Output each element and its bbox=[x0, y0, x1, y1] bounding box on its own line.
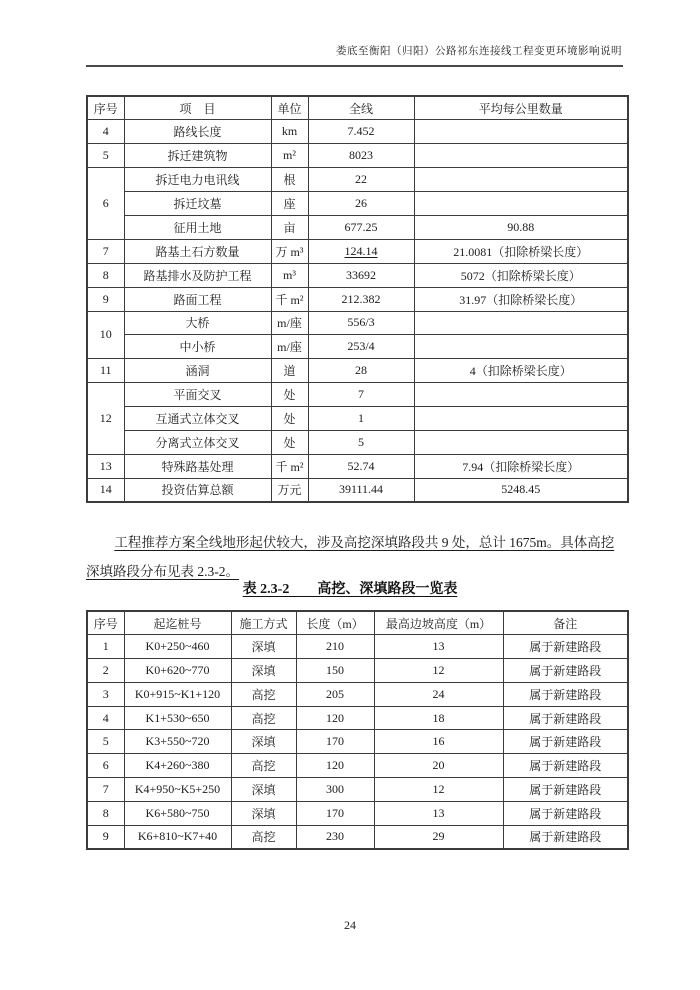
cell-unit: km bbox=[271, 120, 308, 144]
cell-item: 平面交叉 bbox=[124, 383, 271, 407]
cell-total: 26 bbox=[308, 192, 414, 216]
cell-avg: 7.94（扣除桥梁长度） bbox=[414, 454, 628, 478]
cell-item: 拆迁电力电讯线 bbox=[124, 168, 271, 192]
cell-total: 556/3 bbox=[308, 311, 414, 335]
cell-method: 深填 bbox=[231, 659, 296, 683]
cell-length: 300 bbox=[296, 778, 374, 802]
cell-no: 3 bbox=[87, 682, 124, 706]
col-header-total: 全线 bbox=[308, 96, 414, 120]
col-header-remark: 备注 bbox=[503, 611, 628, 635]
table-header-row bbox=[87, 96, 628, 120]
cell-remark: 属于新建路段 bbox=[503, 730, 628, 754]
cell-item: 路面工程 bbox=[124, 287, 271, 311]
col-header-length: 长度（m） bbox=[296, 611, 374, 635]
cell-method: 深填 bbox=[231, 778, 296, 802]
table-row bbox=[87, 706, 628, 730]
table-row bbox=[87, 192, 628, 216]
cell-total: 8023 bbox=[308, 144, 414, 168]
cell-remark: 属于新建路段 bbox=[503, 825, 628, 849]
cell-no: 5 bbox=[87, 730, 124, 754]
cell-length: 120 bbox=[296, 754, 374, 778]
cell-no: 5 bbox=[87, 144, 124, 168]
cell-total: 39111.44 bbox=[308, 478, 414, 502]
cell-remark: 属于新建路段 bbox=[503, 706, 628, 730]
cell-item: 大桥 bbox=[124, 311, 271, 335]
cell-slope-height: 29 bbox=[374, 825, 503, 849]
table-row bbox=[87, 287, 628, 311]
cut-fill-table-head bbox=[87, 611, 628, 635]
cell-station: K0+620~770 bbox=[124, 659, 231, 683]
cell-total: 7 bbox=[308, 383, 414, 407]
cell-no: 12 bbox=[87, 383, 124, 455]
intro-paragraph: 工程推荐方案全线地形起伏较大，涉及高挖深填路段共 9 处，总计 1675m。具体高挖深填路段分布见表 2.3-2。 bbox=[86, 534, 615, 579]
cell-avg bbox=[414, 407, 628, 431]
cell-avg bbox=[414, 192, 628, 216]
cell-method: 高挖 bbox=[231, 754, 296, 778]
col-header-slope-height: 最高边坡高度（m） bbox=[374, 611, 503, 635]
cell-total: 33692 bbox=[308, 263, 414, 287]
cell-unit: 处 bbox=[271, 407, 308, 431]
cell-no: 14 bbox=[87, 478, 124, 502]
cell-no: 8 bbox=[87, 263, 124, 287]
cell-item: 拆迁坟墓 bbox=[124, 192, 271, 216]
table-row bbox=[87, 359, 628, 383]
cell-station: K0+250~460 bbox=[124, 635, 231, 659]
cell-item: 路基土石方数量 bbox=[124, 239, 271, 263]
cell-unit: 座 bbox=[271, 192, 308, 216]
cell-unit: 亩 bbox=[271, 215, 308, 239]
cell-unit: m/座 bbox=[271, 335, 308, 359]
cell-remark: 属于新建路段 bbox=[503, 801, 628, 825]
cell-no: 11 bbox=[87, 359, 124, 383]
col-header-method: 施工方式 bbox=[231, 611, 296, 635]
cell-station: K4+950~K5+250 bbox=[124, 778, 231, 802]
cell-total: 212.382 bbox=[308, 287, 414, 311]
cell-no: 10 bbox=[87, 311, 124, 359]
table-row bbox=[87, 144, 628, 168]
cell-remark: 属于新建路段 bbox=[503, 778, 628, 802]
cell-total: 253/4 bbox=[308, 335, 414, 359]
cell-method: 高挖 bbox=[231, 825, 296, 849]
project-scale-table-head bbox=[87, 96, 628, 120]
table-row bbox=[87, 478, 628, 502]
cell-total: 7.452 bbox=[308, 120, 414, 144]
cell-unit: 万 m³ bbox=[271, 239, 308, 263]
cell-no: 9 bbox=[87, 287, 124, 311]
cell-total: 28 bbox=[308, 359, 414, 383]
cell-total: 1 bbox=[308, 407, 414, 431]
cell-slope-height: 24 bbox=[374, 682, 503, 706]
table-row bbox=[87, 682, 628, 706]
cell-item: 拆迁建筑物 bbox=[124, 144, 271, 168]
cell-unit: m³ bbox=[271, 263, 308, 287]
cell-slope-height: 18 bbox=[374, 706, 503, 730]
cell-no: 4 bbox=[87, 120, 124, 144]
cut-fill-sections-table bbox=[86, 610, 629, 850]
table-row bbox=[87, 454, 628, 478]
cell-no: 7 bbox=[87, 239, 124, 263]
cell-slope-height: 12 bbox=[374, 778, 503, 802]
col-header-no: 序号 bbox=[87, 96, 124, 120]
col-header-no: 序号 bbox=[87, 611, 124, 635]
cell-slope-height: 12 bbox=[374, 659, 503, 683]
table-row bbox=[87, 239, 628, 263]
cell-avg: 31.97（扣除桥梁长度） bbox=[414, 287, 628, 311]
cell-total: 52.74 bbox=[308, 454, 414, 478]
cell-length: 170 bbox=[296, 801, 374, 825]
cell-unit: 根 bbox=[271, 168, 308, 192]
cell-avg: 4（扣除桥梁长度） bbox=[414, 359, 628, 383]
table-2-3-2-caption: 表 2.3-2 高挖、深填路段一览表 bbox=[242, 582, 458, 597]
cell-no: 9 bbox=[87, 825, 124, 849]
cell-total: 124.14 bbox=[308, 239, 414, 263]
table-row bbox=[87, 659, 628, 683]
cell-item: 中小桥 bbox=[124, 335, 271, 359]
cell-station: K4+260~380 bbox=[124, 754, 231, 778]
cell-item: 涵洞 bbox=[124, 359, 271, 383]
table-row bbox=[87, 825, 628, 849]
cell-no: 8 bbox=[87, 801, 124, 825]
cell-unit: m/座 bbox=[271, 311, 308, 335]
cell-item: 互通式立体交叉 bbox=[124, 407, 271, 431]
cell-avg bbox=[414, 144, 628, 168]
cell-slope-height: 20 bbox=[374, 754, 503, 778]
table-row bbox=[87, 801, 628, 825]
cell-station: K1+530~650 bbox=[124, 706, 231, 730]
cell-length: 205 bbox=[296, 682, 374, 706]
cell-no: 4 bbox=[87, 706, 124, 730]
col-header-avg: 平均每公里数量 bbox=[414, 96, 628, 120]
table-row bbox=[87, 430, 628, 454]
cell-total: 5 bbox=[308, 430, 414, 454]
cell-station: K0+915~K1+120 bbox=[124, 682, 231, 706]
cell-item: 特殊路基处理 bbox=[124, 454, 271, 478]
cell-slope-height: 13 bbox=[374, 635, 503, 659]
table-row bbox=[87, 730, 628, 754]
cell-no: 13 bbox=[87, 454, 124, 478]
cell-length: 230 bbox=[296, 825, 374, 849]
cell-avg bbox=[414, 383, 628, 407]
cell-item: 分离式立体交叉 bbox=[124, 430, 271, 454]
table-row bbox=[87, 754, 628, 778]
col-header-unit: 单位 bbox=[271, 96, 308, 120]
cell-length: 170 bbox=[296, 730, 374, 754]
cell-avg bbox=[414, 335, 628, 359]
cell-unit: 千 m² bbox=[271, 287, 308, 311]
cell-unit: 道 bbox=[271, 359, 308, 383]
table-header-row bbox=[87, 611, 628, 635]
cell-avg: 5072（扣除桥梁长度） bbox=[414, 263, 628, 287]
cell-unit: 万元 bbox=[271, 478, 308, 502]
cell-unit: 千 m² bbox=[271, 454, 308, 478]
col-header-item: 项 目 bbox=[124, 96, 271, 120]
table-row bbox=[87, 407, 628, 431]
cell-length: 150 bbox=[296, 659, 374, 683]
cell-length: 120 bbox=[296, 706, 374, 730]
table-row bbox=[87, 383, 628, 407]
cell-remark: 属于新建路段 bbox=[503, 682, 628, 706]
table-row bbox=[87, 215, 628, 239]
cell-avg: 90.88 bbox=[414, 215, 628, 239]
table-row bbox=[87, 263, 628, 287]
project-scale-table-body bbox=[87, 120, 628, 502]
cell-method: 深填 bbox=[231, 730, 296, 754]
cell-method: 高挖 bbox=[231, 706, 296, 730]
cell-avg bbox=[414, 168, 628, 192]
cell-method: 深填 bbox=[231, 801, 296, 825]
cell-no: 2 bbox=[87, 659, 124, 683]
page-number: 24 bbox=[344, 918, 356, 932]
table-row bbox=[87, 778, 628, 802]
header-rule bbox=[86, 65, 623, 67]
cell-avg bbox=[414, 430, 628, 454]
cell-no: 6 bbox=[87, 168, 124, 240]
table-row bbox=[87, 168, 628, 192]
cell-remark: 属于新建路段 bbox=[503, 635, 628, 659]
cell-station: K6+580~750 bbox=[124, 801, 231, 825]
cell-station: K3+550~720 bbox=[124, 730, 231, 754]
table-row bbox=[87, 311, 628, 335]
cell-remark: 属于新建路段 bbox=[503, 659, 628, 683]
cell-no: 1 bbox=[87, 635, 124, 659]
cell-item: 征用土地 bbox=[124, 215, 271, 239]
cell-avg bbox=[414, 311, 628, 335]
cell-total: 677.25 bbox=[308, 215, 414, 239]
table-row bbox=[87, 635, 628, 659]
cell-length: 210 bbox=[296, 635, 374, 659]
cell-method: 高挖 bbox=[231, 682, 296, 706]
cell-slope-height: 16 bbox=[374, 730, 503, 754]
project-scale-table bbox=[86, 95, 629, 503]
cell-avg: 21.0081（扣除桥梁长度） bbox=[414, 239, 628, 263]
cell-remark: 属于新建路段 bbox=[503, 754, 628, 778]
cell-unit: 处 bbox=[271, 383, 308, 407]
header-title: 娄底至衡阳（归阳）公路祁东连接线工程变更环境影响说明 bbox=[336, 46, 622, 57]
table-row bbox=[87, 120, 628, 144]
cell-total: 22 bbox=[308, 168, 414, 192]
cell-item: 投资估算总额 bbox=[124, 478, 271, 502]
cell-slope-height: 13 bbox=[374, 801, 503, 825]
cut-fill-table-body bbox=[87, 635, 628, 849]
cell-item: 路线长度 bbox=[124, 120, 271, 144]
cell-no: 6 bbox=[87, 754, 124, 778]
cell-item: 路基排水及防护工程 bbox=[124, 263, 271, 287]
cell-avg: 5248.45 bbox=[414, 478, 628, 502]
table-row bbox=[87, 335, 628, 359]
cell-unit: m² bbox=[271, 144, 308, 168]
col-header-station: 起迄桩号 bbox=[124, 611, 231, 635]
cell-avg bbox=[414, 120, 628, 144]
cell-station: K6+810~K7+40 bbox=[124, 825, 231, 849]
cell-method: 深填 bbox=[231, 635, 296, 659]
cell-no: 7 bbox=[87, 778, 124, 802]
cell-unit: 处 bbox=[271, 430, 308, 454]
